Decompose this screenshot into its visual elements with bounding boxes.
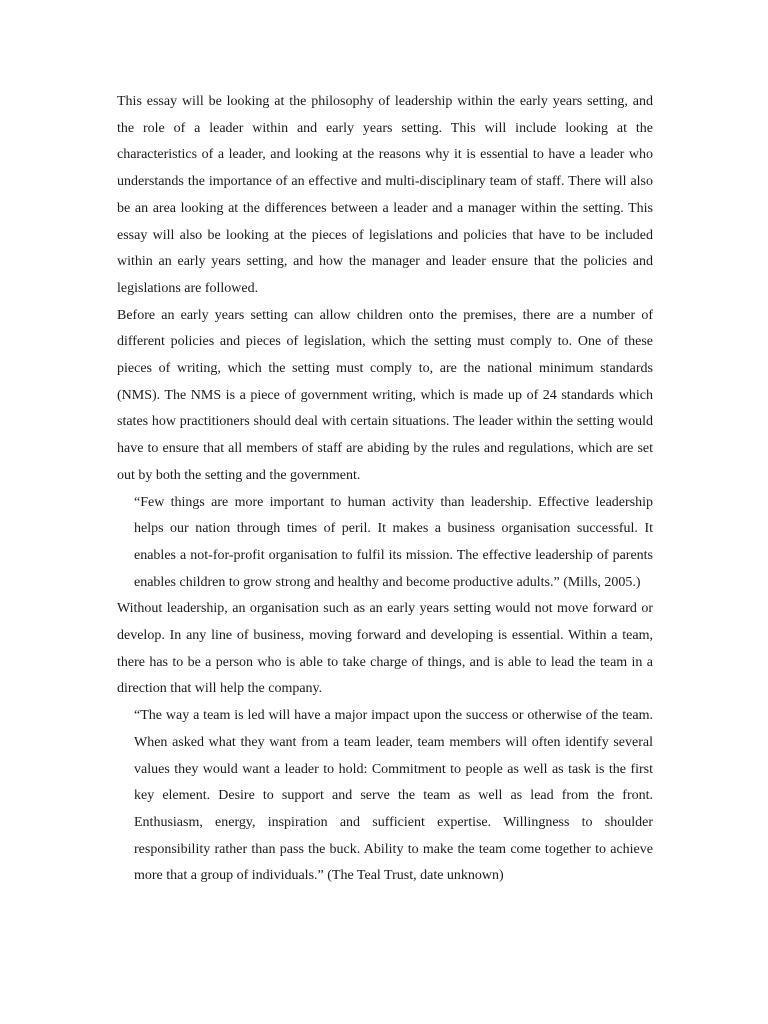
- paragraph-leadership: Without leadership, an organisation such as an early years setting would not move forward or develop. In any line of business, moving forward and developing is essential. Within a team, there has to be a person who is able to take charge of things, and is able to lead the team in a direction that will help the company.: [117, 601, 653, 697]
- essay-body: [117, 89, 653, 890]
- quote-mills: “Few things are more important to human activity than leadership. Effective leadership helps our nation through times of peril. It makes a business organisation successful. It enables a not-for-profit organisation to fulfil its mission. The effective leadership of parents enables children to grow strong and healthy and become productive adults.” (Mills, 2005.): [134, 494, 653, 590]
- paragraph-introduction: This essay will be looking at the philosophy of leadership within the early years setting, and the role of a leader within and early years setting. This will include looking at the characteristics of a leader, and looking at the reasons why it is essential to have a leader who understands the importance of an effective and multi-disciplinary team of staff. There will also be an area looking at the differences between a leader and a manager within the setting. This essay will also be looking at the pieces of legislations and policies that have to be included within an early years setting, and how the manager and leader ensure that the policies and legislations are followed.: [117, 94, 653, 296]
- quote-teal-trust: “The way a team is led will have a major impact upon the success or otherwise of the team. When asked what they want from a team leader, team members will often identify several values they would want a leader to hold: Commitment to people as well as task is the first key element. Desire to support and serve the team as well as lead from the front. Enthusiasm, energy, inspiration and sufficient expertise. Willingness to shoulder responsibility rather than pass the buck. Ability to make the team come together to achieve more that a group of individuals.” (The Teal Trust, date unknown): [134, 708, 653, 884]
- paragraph-policies: Before an early years setting can allow children onto the premises, there are a number of different policies and pieces of legislation, which the setting must comply to. One of these pieces of writing, which the setting must comply to, are the national minimum standards (NMS). The NMS is a piece of government writing, which is made up of 24 standards which states how practitioners should deal with certain situations. The leader within the setting would have to ensure that all members of staff are abiding by the rules and regulations, which are set out by both the setting and the government.: [117, 307, 653, 483]
